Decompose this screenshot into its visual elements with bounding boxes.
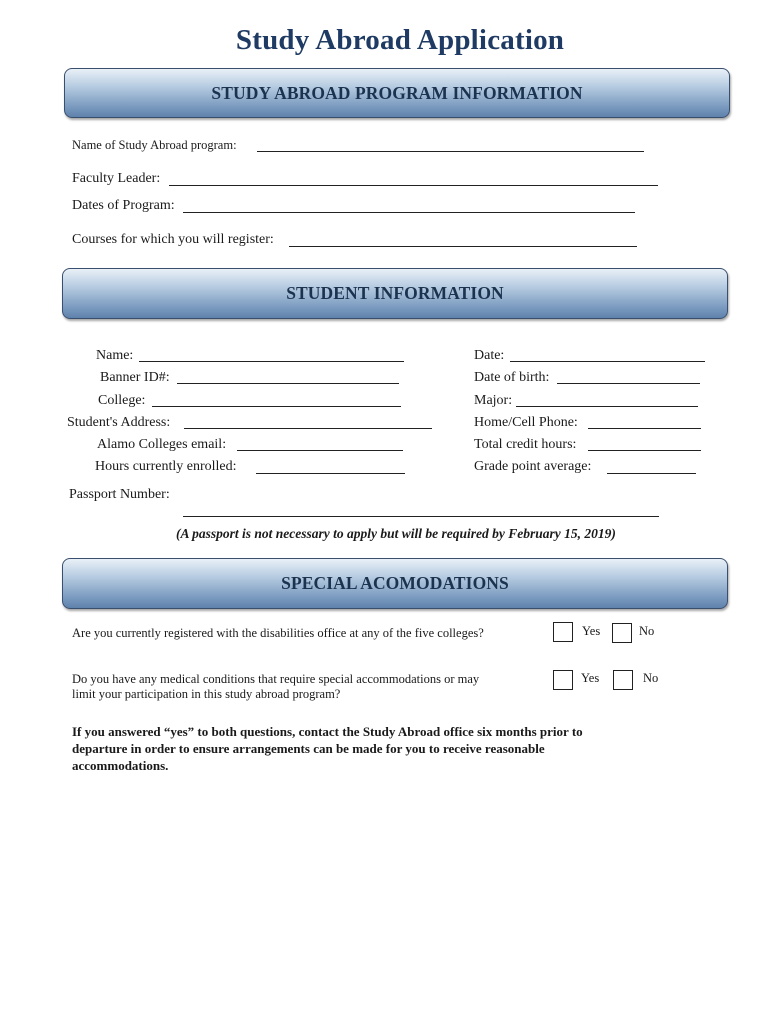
passport-note: (A passport is not necessary to apply but will be required by February 15, 2019) bbox=[176, 526, 616, 541]
email-field[interactable] bbox=[237, 450, 403, 451]
faculty-leader-field[interactable] bbox=[169, 185, 658, 186]
credit-hours-label: Total credit hours: bbox=[474, 437, 577, 452]
question-2-yes-checkbox[interactable] bbox=[553, 670, 573, 690]
banner-id-field[interactable] bbox=[177, 383, 399, 384]
student-name-label: Name: bbox=[96, 348, 134, 363]
college-field[interactable] bbox=[152, 406, 401, 407]
section-header-special bbox=[62, 558, 728, 609]
question-2-text-line1: Do you have any medical conditions that require special accommodations or may bbox=[72, 672, 480, 686]
section-title-program: STUDY ABROAD PROGRAM INFORMATION bbox=[211, 82, 583, 103]
major-field[interactable] bbox=[516, 406, 698, 407]
student-name-field[interactable] bbox=[139, 361, 404, 362]
phone-field[interactable] bbox=[588, 428, 701, 429]
question-1-yes-checkbox[interactable] bbox=[553, 622, 573, 642]
question-2-yes-label: Yes bbox=[581, 671, 600, 685]
program-name-label: Name of Study Abroad program: bbox=[72, 138, 237, 152]
date-field[interactable] bbox=[510, 361, 705, 362]
section-header-program bbox=[64, 68, 730, 118]
faculty-leader-label: Faculty Leader: bbox=[72, 171, 161, 186]
section-title-student: STUDENT INFORMATION bbox=[286, 283, 504, 303]
footer-note-line1: If you answered “yes” to both questions, contact the Study Abroad office six months prior to bbox=[72, 724, 583, 739]
banner-id-label: Banner ID#: bbox=[100, 370, 170, 385]
question-2-text-line2: limit your participation in this study abroad program? bbox=[72, 687, 341, 701]
phone-label: Home/Cell Phone: bbox=[474, 415, 578, 430]
courses-field[interactable] bbox=[289, 246, 637, 247]
question-1-no-label: No bbox=[639, 624, 655, 638]
email-label: Alamo Colleges email: bbox=[97, 437, 227, 452]
address-label: Student's Address: bbox=[67, 415, 171, 430]
section-header-student bbox=[62, 268, 728, 319]
gpa-label: Grade point average: bbox=[474, 459, 592, 474]
footer-note bbox=[72, 723, 692, 774]
program-dates-field[interactable] bbox=[183, 212, 635, 213]
question-1-yes-label: Yes bbox=[582, 624, 601, 638]
dob-label: Date of birth: bbox=[474, 370, 550, 385]
hours-enrolled-field[interactable] bbox=[256, 473, 405, 474]
question-2-no-checkbox[interactable] bbox=[613, 670, 633, 690]
college-label: College: bbox=[98, 393, 146, 408]
gpa-field[interactable] bbox=[607, 473, 696, 474]
address-field[interactable] bbox=[184, 428, 432, 429]
section-title-special: SPECIAL ACOMODATIONS bbox=[281, 573, 509, 593]
dob-field[interactable] bbox=[557, 383, 700, 384]
courses-label: Courses for which you will register: bbox=[72, 232, 274, 247]
footer-note-line3: accommodations. bbox=[72, 758, 169, 773]
question-1-text: Are you currently registered with the disabilities office at any of the five colleges? bbox=[72, 626, 484, 640]
passport-field[interactable] bbox=[183, 516, 659, 517]
major-label: Major: bbox=[474, 393, 513, 408]
question-1-no-checkbox[interactable] bbox=[612, 623, 632, 643]
program-name-field[interactable] bbox=[257, 151, 644, 152]
passport-label: Passport Number: bbox=[69, 487, 170, 502]
question-2-no-label: No bbox=[643, 671, 659, 685]
hours-enrolled-label: Hours currently enrolled: bbox=[95, 459, 237, 474]
page-title: Study Abroad Application bbox=[235, 24, 565, 56]
credit-hours-field[interactable] bbox=[588, 450, 701, 451]
date-label: Date: bbox=[474, 348, 505, 363]
program-dates-label: Dates of Program: bbox=[72, 198, 175, 213]
footer-note-line2: departure in order to ensure arrangements can be made for you to receive reasonable bbox=[72, 741, 545, 756]
